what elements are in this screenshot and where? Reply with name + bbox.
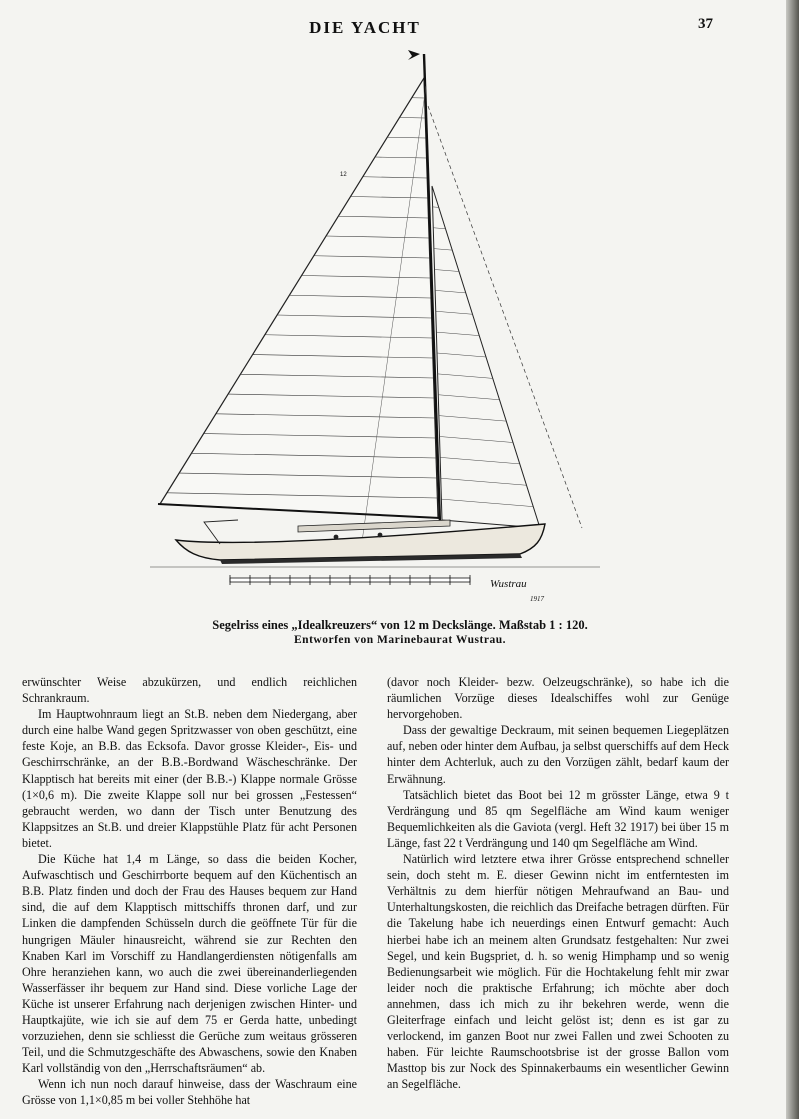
paragraph: Dass der gewaltige Deckraum, mit seinen bequemen Liegeplätzen auf, neben oder hinter dem Aufbau, ja selbst querschiffs auf dem Heck hinter dem Achterluk, auch zu den Vorzügen zählt, bedarf kaum der Erwähnung. xyxy=(387,723,729,786)
paragraph: erwünschter Weise abzukürzen, und endlich reichlichen Schrankraum. xyxy=(22,675,357,706)
page-number: 37 xyxy=(698,16,713,32)
text-column-left xyxy=(22,674,357,1109)
text-column-right xyxy=(387,674,729,1092)
paragraph: Natürlich wird letztere etwa ihrer Grösse entsprechend schneller sein, doch steht m. E. dieser Gewinn nicht im entferntesten im Verhältnis zu dem hierfür nötigen Mehraufwand an Bau- und Unterhaltungskosten, die reichlich das Dreifache betragen dürften. Für die Takelung habe ich neuerdings einen Entwurf gemacht: Auch hierbei habe ich an meinem alten Grundsatz festgehalten: Nur zwei Segel, und kein Bugspriet, d. h. so wenig Himphamp und so wenig Bedienungsarbeit wie möglich. Für die Hochtakelung fehlt mir zwar leider noch die praktische Erfahrung; ich möchte aber doch annehmen, dass ich mich zu ihr bekehren werde, wenn die Gleiterfrage einfach und leicht gelöst ist; denn es ist gar zu verlockend, im ganzen Boot nur zwei Fallen und zwei Schooten zu haben. Für leichte Raumschootsbrise ist der grosse Ballon vom Masttop bis zur Nock des Spinnakerbaums ein wesentlicher Gewinn an Segelfläche. xyxy=(387,852,729,1092)
scale-bar xyxy=(230,575,470,585)
masthead-flag xyxy=(408,50,420,60)
running-header: DIE YACHT xyxy=(309,18,421,37)
paragraph: Im Hauptwohnraum liegt an St.B. neben dem Niedergang, aber durch eine halbe Wand gegen Spritzwasser von oben geschützt, eine feste Koje, an B.B. das Ecksofa. Davor grosse Kleider-, Eis- und Geschirrschränke, an der B.B.-Bordwand Wäscheschränke. Der Klapptisch hat bereits mit einer (der B.B.-) Klappe normale Grösse (1×0,6 m). Die zweite Klappe soll nur bei grossen „Festessen“ gebraucht werden, wo dann der Tisch unter Benutzung des Klappsitzes an St.B. und dreier Klappstühle Platz für acht Personen bietet. xyxy=(22,707,357,850)
sail-plan-drawing xyxy=(150,46,600,606)
rudder xyxy=(204,520,238,544)
signature-year: 1917 xyxy=(530,595,544,603)
jib-sail xyxy=(432,186,540,528)
figure-caption-credit: Entworfen von Marinebaurat Wustrau. xyxy=(294,634,506,646)
cabin-top xyxy=(298,520,450,532)
figure-caption-title: Segelriss eines „Idealkreuzers“ von 12 m Deckslänge. Maßstab 1 : 120. xyxy=(212,618,588,632)
paragraph: Wenn ich nun noch darauf hinweise, dass der Waschraum eine Grösse von 1,1×0,85 m bei voller Stehhöhe hat xyxy=(22,1077,357,1108)
paragraph: (davor noch Kleider- bezw. Oelzeugschränke), so habe ich die räumlichen Vorzüge dieses Idealschiffes wohl zur Genüge hervorgehoben. xyxy=(387,675,729,722)
paragraph: Tatsächlich bietet das Boot bei 12 m grösster Länge, etwa 9 t Verdrängung und 85 qm Segelfläche am Wind kaum weniger Bequemlichkeiten als die Gaviota (vergl. Heft 32 1917) bei über 15 m Länge, fast 22 t Verdrängung und 140 qm Segelfläche am Wind. xyxy=(387,787,729,850)
sail-mark: 12 xyxy=(340,172,347,178)
paragraph: Die Küche hat 1,4 m Länge, so dass die beiden Kocher, Aufwaschtisch und Geschirrborte bequem auf den Küchentisch an B.B. Platz finden und doch der Frau des Hauses bequem zur Hand sind, die auf dem Klapptisch mittschiffs thronen darf, und zur Linken die dampfenden Schüsseln durch die geöffnete Tür für die hungrigen Mäuler hinausreicht, während sie zur Rechten den Knaben Karl im Vorschiff zu Handlangerdiensten nötigenfalls am Ohre heranziehen kann, wo auch die zwei übereinanderliegenden Wasserfässer ihr bequem zur Hand sind. Diese vorliche Lage der Küche ist unserer Erfahrung nach derjenigen zwischen Hinter- und Hauptkajüte, wie ich sie auf dem 75 er Gerda hatte, unbedingt vorzuziehen, denn sie schliesst die Gerüche zum weitaus grösseren Teil, und die Schmutzgeschäfte des Abwaschens, sowie den Knaben Karl vollständig von den „Herrschaftsräumen“ ab. xyxy=(22,852,357,1076)
page-edge-shadow xyxy=(786,0,799,1119)
designer-signature: Wustrau xyxy=(490,578,527,590)
